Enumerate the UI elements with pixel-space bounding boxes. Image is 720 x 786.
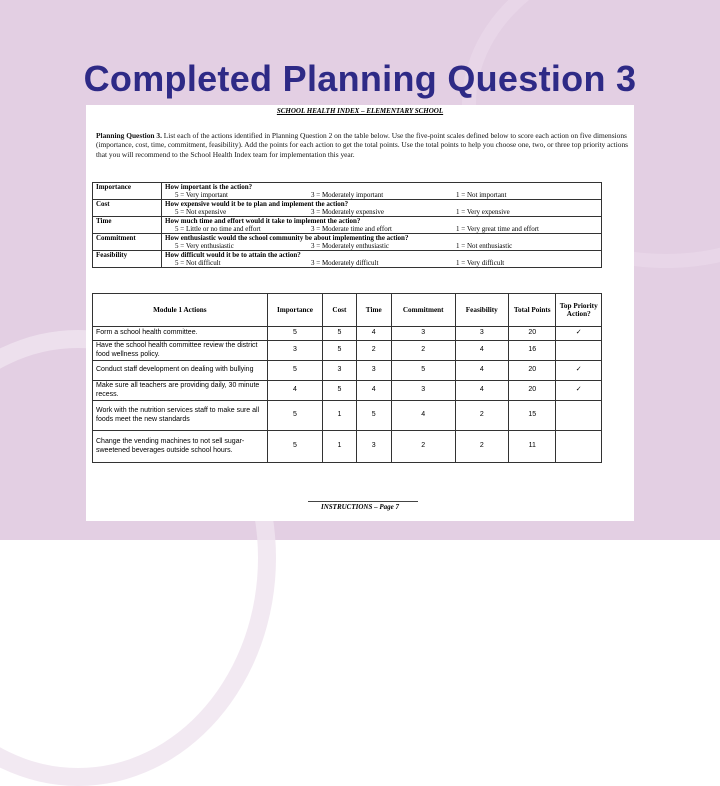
header-importance: Importance xyxy=(267,294,323,327)
cell-importance: 5 xyxy=(267,361,323,381)
cell-priority xyxy=(556,401,602,431)
table-row xyxy=(93,327,602,341)
cell-feasibility: 2 xyxy=(455,401,509,431)
table-row xyxy=(93,381,602,401)
cell-action: Have the school health committee review the district food wellness policy. xyxy=(93,341,268,361)
scale-point-s3: 3 = Moderately difficult xyxy=(311,259,379,267)
document-header: SCHOOL HEALTH INDEX – ELEMENTARY SCHOOL xyxy=(276,107,444,115)
instructions-paragraph xyxy=(96,131,628,159)
cell-importance: 3 xyxy=(267,341,323,361)
cell-time: 3 xyxy=(356,361,391,381)
scale-content xyxy=(162,183,602,200)
scale-point-s3: 3 = Moderately enthusiastic xyxy=(311,242,390,250)
scale-point-s1: 1 = Not important xyxy=(456,191,507,199)
cell-importance: 5 xyxy=(267,401,323,431)
scale-label: Importance xyxy=(93,183,162,200)
cell-cost: 1 xyxy=(323,431,356,463)
instructions-lead: Planning Question 3. xyxy=(96,131,162,140)
cell-commitment: 3 xyxy=(391,327,455,341)
scale-content xyxy=(162,217,602,234)
cell-total: 11 xyxy=(509,431,556,463)
cell-cost: 3 xyxy=(323,361,356,381)
cell-priority xyxy=(556,341,602,361)
scale-point-s5: 5 = Very important xyxy=(175,191,229,199)
cell-cost: 5 xyxy=(323,327,356,341)
instructions-text: List each of the actions identified in Planning Question 2 on the table below. Use the five-point scales defined below to score each action on five dimensions (importance, cost, time, commitment, feasibility). Add the points for each action to get the total points. Use the total points to help you choose one, two, or three top priority actions that you will recommend to the School Health Index team for implementation this year. xyxy=(96,131,629,159)
document-footer: INSTRUCTIONS – Page 7 xyxy=(321,503,399,511)
header-time: Time xyxy=(356,294,391,327)
scale-row xyxy=(93,234,602,251)
cell-feasibility: 4 xyxy=(455,341,509,361)
scale-question: How much time and effort would it take to implement the action? xyxy=(165,217,361,225)
cell-feasibility: 3 xyxy=(455,327,509,341)
scale-question: How difficult would it be to attain the action? xyxy=(165,251,301,259)
cell-priority: ✓ xyxy=(556,327,602,341)
slide-title: Completed Planning Question 3 xyxy=(83,58,637,99)
cell-importance: 5 xyxy=(267,327,323,341)
scale-point-s5: 5 = Not difficult xyxy=(175,259,221,267)
cell-cost: 1 xyxy=(323,401,356,431)
cell-cost: 5 xyxy=(323,381,356,401)
scale-content xyxy=(162,234,602,251)
scale-label: Commitment xyxy=(93,234,162,251)
cell-total: 20 xyxy=(509,381,556,401)
cell-action: Make sure all teachers are providing daily, 30 minute recess. xyxy=(93,381,268,401)
scale-point-s1: 1 = Very great time and effort xyxy=(456,225,539,233)
scale-point-s1: 1 = Not enthusiastic xyxy=(456,242,513,250)
scale-point-s3: 3 = Moderately expensive xyxy=(311,208,384,216)
header-top-priority: Top Priority Action? xyxy=(556,294,602,327)
scoring-scale-table xyxy=(92,182,602,268)
cell-commitment: 3 xyxy=(391,381,455,401)
scale-content xyxy=(162,251,602,268)
actions-header-row xyxy=(93,294,602,327)
scale-content xyxy=(162,200,602,217)
cell-feasibility: 4 xyxy=(455,361,509,381)
cell-time: 3 xyxy=(356,431,391,463)
cell-total: 20 xyxy=(509,327,556,341)
cell-total: 20 xyxy=(509,361,556,381)
header-commitment: Commitment xyxy=(391,294,455,327)
cell-action: Form a school health committee. xyxy=(93,327,268,341)
cell-commitment: 2 xyxy=(391,431,455,463)
scale-row xyxy=(93,200,602,217)
scale-row xyxy=(93,251,602,268)
cell-priority: ✓ xyxy=(556,381,602,401)
actions-table xyxy=(92,293,602,463)
cell-time: 2 xyxy=(356,341,391,361)
table-row xyxy=(93,401,602,431)
footer-divider xyxy=(308,501,418,502)
table-row xyxy=(93,341,602,361)
table-row xyxy=(93,431,602,463)
cell-time: 4 xyxy=(356,327,391,341)
cell-action: Work with the nutrition services staff to make sure all foods meet the new standards xyxy=(93,401,268,431)
scale-point-s1: 1 = Very difficult xyxy=(456,259,505,267)
header-cost: Cost xyxy=(323,294,356,327)
header-feasibility: Feasibility xyxy=(455,294,509,327)
scale-point-s5: 5 = Very enthusiastic xyxy=(175,242,234,250)
scale-point-s3: 3 = Moderately important xyxy=(311,191,384,199)
cell-time: 5 xyxy=(356,401,391,431)
cell-feasibility: 4 xyxy=(455,381,509,401)
scale-label: Cost xyxy=(93,200,162,217)
scale-point-s5: 5 = Little or no time and effort xyxy=(175,225,261,233)
scale-question: How expensive would it be to plan and implement the action? xyxy=(165,200,349,208)
cell-priority: ✓ xyxy=(556,361,602,381)
scale-label: Time xyxy=(93,217,162,234)
scale-question: How important is the action? xyxy=(165,183,253,191)
cell-action: Change the vending machines to not sell sugar-sweetened beverages outside school hours. xyxy=(93,431,268,463)
header-actions: Module 1 Actions xyxy=(93,294,268,327)
cell-time: 4 xyxy=(356,381,391,401)
cell-importance: 4 xyxy=(267,381,323,401)
scale-row xyxy=(93,217,602,234)
cell-feasibility: 2 xyxy=(455,431,509,463)
cell-importance: 5 xyxy=(267,431,323,463)
scale-label: Feasibility xyxy=(93,251,162,268)
scale-point-s5: 5 = Not expensive xyxy=(175,208,227,216)
cell-cost: 5 xyxy=(323,341,356,361)
scale-row xyxy=(93,183,602,200)
cell-action: Conduct staff development on dealing with bullying xyxy=(93,361,268,381)
cell-priority xyxy=(556,431,602,463)
document-image xyxy=(86,105,634,521)
cell-total: 16 xyxy=(509,341,556,361)
scale-point-s3: 3 = Moderate time and effort xyxy=(311,225,392,233)
cell-commitment: 5 xyxy=(391,361,455,381)
header-total-points: Total Points xyxy=(509,294,556,327)
scale-question: How enthusiastic would the school community be about implementing the action? xyxy=(165,234,409,242)
cell-commitment: 4 xyxy=(391,401,455,431)
cell-total: 15 xyxy=(509,401,556,431)
cell-commitment: 2 xyxy=(391,341,455,361)
table-row xyxy=(93,361,602,381)
scale-point-s1: 1 = Very expensive xyxy=(456,208,510,216)
